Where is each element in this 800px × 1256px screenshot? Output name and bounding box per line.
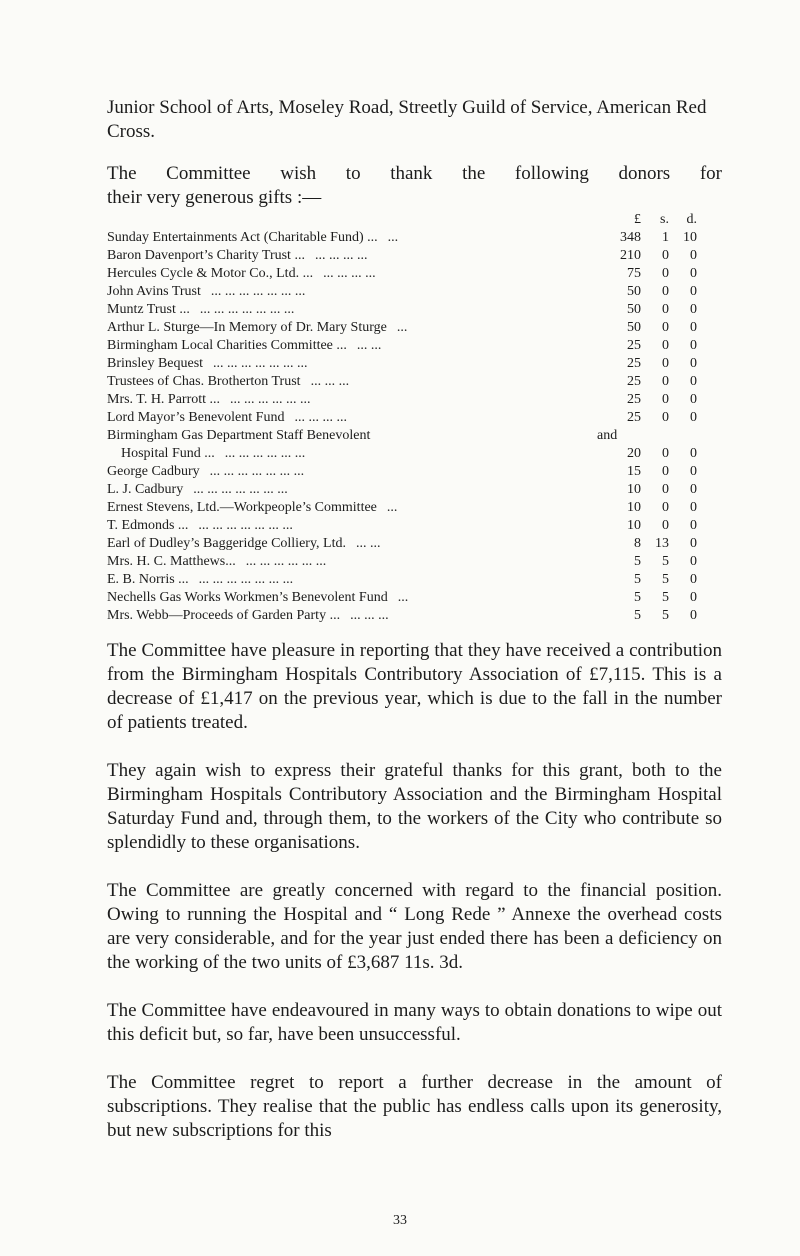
donor-row — [107, 391, 722, 409]
donor-name-text: John Avins Trust — [107, 284, 201, 299]
continuation-and: and — [597, 428, 618, 443]
amount-pounds: 25 — [627, 410, 641, 425]
amount-pounds: 10 — [627, 518, 641, 533]
donor-name-text: E. B. Norris ... — [107, 572, 189, 587]
amount-pence: 0 — [690, 284, 697, 299]
body-paragraph: The Committee have pleasure in reporting that they have received a contribution from the Birmingham Hospitals Contributory Association of £7,115. This is a decrease of £1,417 on the previous year, which is due to the fall in the number of patients treated. — [107, 640, 722, 733]
leader-dots: ... — [397, 590, 409, 605]
donor-row — [107, 463, 722, 481]
donor-row — [107, 265, 722, 283]
donor-name — [107, 607, 389, 625]
donor-row — [107, 373, 722, 391]
donor-name-text: George Cadbury — [107, 464, 200, 479]
donor-row — [107, 517, 722, 535]
donor-name — [107, 391, 311, 409]
donor-row — [107, 445, 722, 463]
leader-dots: ... ... ... ... — [323, 266, 376, 281]
amount-shillings: 5 — [662, 590, 669, 605]
leader-dots: ... ... — [355, 536, 381, 551]
donor-name-text: T. Edmonds ... — [107, 518, 189, 533]
donor-row — [107, 229, 722, 247]
donor-rows — [107, 229, 722, 625]
donor-name — [107, 373, 349, 391]
donor-name — [107, 535, 380, 553]
amount-shillings: 1 — [662, 230, 669, 245]
donor-list — [107, 211, 722, 625]
amount-pounds: 20 — [627, 446, 641, 461]
leader-dots: ... ... ... ... ... ... ... — [213, 356, 308, 371]
amount-pence: 0 — [690, 374, 697, 389]
amount-pounds: 5 — [634, 608, 641, 623]
amount-pence: 0 — [690, 590, 697, 605]
donor-name — [107, 481, 288, 499]
amount-shillings: 0 — [662, 320, 669, 335]
amount-shillings: 0 — [662, 446, 669, 461]
thanks-heading — [107, 162, 722, 210]
amount-shillings: 0 — [662, 518, 669, 533]
leader-dots: ... ... — [356, 338, 382, 353]
amount-pounds: 25 — [627, 374, 641, 389]
amount-shillings: 0 — [662, 374, 669, 389]
donor-row — [107, 427, 722, 445]
amount-pence: 0 — [690, 410, 697, 425]
amount-shillings: 0 — [662, 482, 669, 497]
donor-name — [107, 229, 398, 247]
body-paragraph: The Committee regret to report a further decrease in the amount of subscriptions. They realise that the public has endless calls upon its generosity, but new subscriptions for this — [107, 1072, 722, 1141]
leader-dots: ... — [396, 320, 408, 335]
donor-name — [107, 553, 326, 571]
donor-name — [107, 301, 294, 319]
donor-name — [107, 247, 367, 265]
amount-pounds: 50 — [627, 302, 641, 317]
amount-pounds: 15 — [627, 464, 641, 479]
leader-dots: ... ... ... ... ... ... ... — [210, 284, 306, 299]
leader-dots: ... ... ... ... ... ... — [245, 554, 327, 569]
leader-dots: ... — [387, 230, 399, 245]
donor-row — [107, 535, 722, 553]
amount-pounds: 10 — [627, 500, 641, 515]
leader-dots: ... ... ... ... ... ... — [230, 392, 311, 407]
amount-shillings: 0 — [662, 500, 669, 515]
donor-row — [107, 499, 722, 517]
amount-pounds: 5 — [634, 590, 641, 605]
donor-name-text: Birmingham Local Charities Committee ... — [107, 338, 347, 353]
donor-name — [107, 265, 376, 283]
donor-name-text: Hercules Cycle & Motor Co., Ltd. ... — [107, 266, 314, 281]
amount-pounds: 10 — [627, 482, 641, 497]
donor-name — [107, 319, 407, 337]
donor-name-text: Mrs. Webb—Proceeds of Garden Party ... — [107, 608, 341, 623]
amount-shillings: 5 — [662, 608, 669, 623]
donor-name-text: Nechells Gas Works Workmen’s Benevolent Fund — [107, 590, 388, 605]
amount-pounds: 8 — [634, 536, 641, 551]
donor-row — [107, 571, 722, 589]
donor-name-text: Arthur L. Sturge—In Memory of Dr. Mary Sturge — [107, 320, 387, 335]
amount-pounds: 50 — [627, 320, 641, 335]
shillings-column-header: s. — [660, 212, 669, 227]
body-paragraph: The Committee are greatly concerned with regard to the financial position. Owing to running the Hospital and “ Long Rede ” Annexe the overhead costs are very considerable, and for the year just ended there has been a deficiency on the working of the two units of £3,687 11s. 3d. — [107, 880, 722, 973]
donor-name-text: Ernest Stevens, Ltd.—Workpeople’s Committee — [107, 500, 377, 515]
donor-row — [107, 553, 722, 571]
donor-name-text: Baron Davenport’s Charity Trust ... — [107, 248, 305, 263]
donor-row — [107, 319, 722, 337]
donor-name-text: Mrs. T. H. Parrott ... — [107, 392, 221, 407]
amount-pounds: 348 — [620, 230, 641, 245]
page-number: 33 — [393, 1213, 407, 1228]
amount-pence: 0 — [690, 554, 697, 569]
donor-name-text: Hospital Fund ... — [107, 446, 215, 461]
amount-pence: 0 — [690, 572, 697, 587]
donor-name-text: Birmingham Gas Department Staff Benevolent — [107, 428, 371, 443]
amount-pence: 0 — [690, 302, 697, 317]
donor-name — [107, 283, 305, 301]
amount-pounds: 25 — [627, 338, 641, 353]
body-paragraphs — [107, 639, 722, 1143]
donor-name — [107, 445, 305, 463]
amount-pence: 0 — [690, 500, 697, 515]
leader-dots: ... ... ... — [350, 608, 389, 623]
leader-dots: ... ... ... ... — [294, 410, 347, 425]
amount-shillings: 0 — [662, 284, 669, 299]
donor-name-text: L. J. Cadbury — [107, 482, 184, 497]
amount-pounds: 5 — [634, 572, 641, 587]
amount-pounds: 210 — [620, 248, 641, 263]
amount-pence: 0 — [690, 266, 697, 281]
donor-row — [107, 481, 722, 499]
amount-pounds: 25 — [627, 392, 641, 407]
donor-name-text: Brinsley Bequest — [107, 356, 204, 371]
pence-column-header: d. — [686, 212, 697, 227]
donor-row — [107, 409, 722, 427]
amount-pounds: 50 — [627, 284, 641, 299]
amount-shillings: 0 — [662, 248, 669, 263]
donor-row — [107, 589, 722, 607]
donor-name — [107, 409, 347, 427]
intro-text: Junior School of Arts, Moseley Road, Streetly Guild of Service, American Red Cross. — [107, 97, 707, 142]
donor-name — [107, 499, 397, 517]
leader-dots: ... ... ... ... ... ... ... — [193, 482, 288, 497]
donor-name-text: Trustees of Chas. Brotherton Trust — [107, 374, 301, 389]
donor-list-header — [107, 211, 722, 229]
amount-pounds: 75 — [627, 266, 641, 281]
amount-shillings: 0 — [662, 464, 669, 479]
leader-dots: ... ... ... ... ... ... ... — [209, 464, 305, 479]
body-paragraph: The Committee have endeavoured in many ways to obtain donations to wipe out this deficit but, so far, have been unsuccessful. — [107, 1000, 722, 1045]
thanks-line-1: The Committee wish to thank the following donors for — [107, 163, 722, 184]
amount-pence: 10 — [683, 230, 697, 245]
donor-name-text: Muntz Trust ... — [107, 302, 190, 317]
donor-name — [107, 355, 308, 373]
amount-pence: 0 — [690, 446, 697, 461]
donor-row — [107, 355, 722, 373]
donor-row — [107, 337, 722, 355]
amount-shillings: 5 — [662, 572, 669, 587]
body-paragraph: They again wish to express their grateful thanks for this grant, both to the Birmingham Hospitals Contributory Association and the Birmingham Hospital Saturday Fund and, through them, to the workers of the City who contribute so splendidly to these organisations. — [107, 760, 722, 853]
amount-shillings: 0 — [662, 338, 669, 353]
amount-shillings: 13 — [655, 536, 669, 551]
document-page — [107, 96, 722, 1167]
amount-pence: 0 — [690, 320, 697, 335]
amount-pence: 0 — [690, 356, 697, 371]
amount-pounds: 5 — [634, 554, 641, 569]
donor-name — [107, 427, 370, 445]
amount-shillings: 5 — [662, 554, 669, 569]
amount-pence: 0 — [690, 392, 697, 407]
donor-name-text: Mrs. H. C. Matthews... — [107, 554, 236, 569]
donor-name-text: Earl of Dudley’s Baggeridge Colliery, Ltd. — [107, 536, 346, 551]
amount-shillings: 0 — [662, 302, 669, 317]
leader-dots: ... ... ... ... ... ... — [224, 446, 306, 461]
leader-dots: ... ... ... ... ... ... ... — [198, 518, 293, 533]
donor-row — [107, 247, 722, 265]
amount-pence: 0 — [690, 536, 697, 551]
pounds-column-header: £ — [634, 212, 641, 227]
donor-name — [107, 517, 293, 535]
donor-name — [107, 589, 408, 607]
amount-pence: 0 — [690, 518, 697, 533]
amount-pence: 0 — [690, 338, 697, 353]
donor-name — [107, 571, 293, 589]
amount-shillings: 0 — [662, 356, 669, 371]
thanks-line-2: their very generous gifts :— — [107, 187, 322, 208]
donor-name-text: Sunday Entertainments Act (Charitable Fund) ... — [107, 230, 378, 245]
leader-dots: ... ... ... — [310, 374, 350, 389]
donor-row — [107, 301, 722, 319]
leader-dots: ... ... ... ... ... ... ... — [199, 302, 295, 317]
donor-row — [107, 607, 722, 625]
amount-pence: 0 — [690, 464, 697, 479]
leader-dots: ... — [386, 500, 398, 515]
donor-name-text: Lord Mayor’s Benevolent Fund — [107, 410, 285, 425]
donor-name — [107, 463, 304, 481]
leader-dots: ... ... ... ... — [314, 248, 368, 263]
amount-pence: 0 — [690, 248, 697, 263]
leader-dots: ... ... ... ... ... ... ... — [198, 572, 294, 587]
amount-pounds: 25 — [627, 356, 641, 371]
amount-shillings: 0 — [662, 410, 669, 425]
amount-pence: 0 — [690, 608, 697, 623]
amount-pence: 0 — [690, 482, 697, 497]
donor-row — [107, 283, 722, 301]
amount-shillings: 0 — [662, 266, 669, 281]
donor-name — [107, 337, 381, 355]
amount-shillings: 0 — [662, 392, 669, 407]
